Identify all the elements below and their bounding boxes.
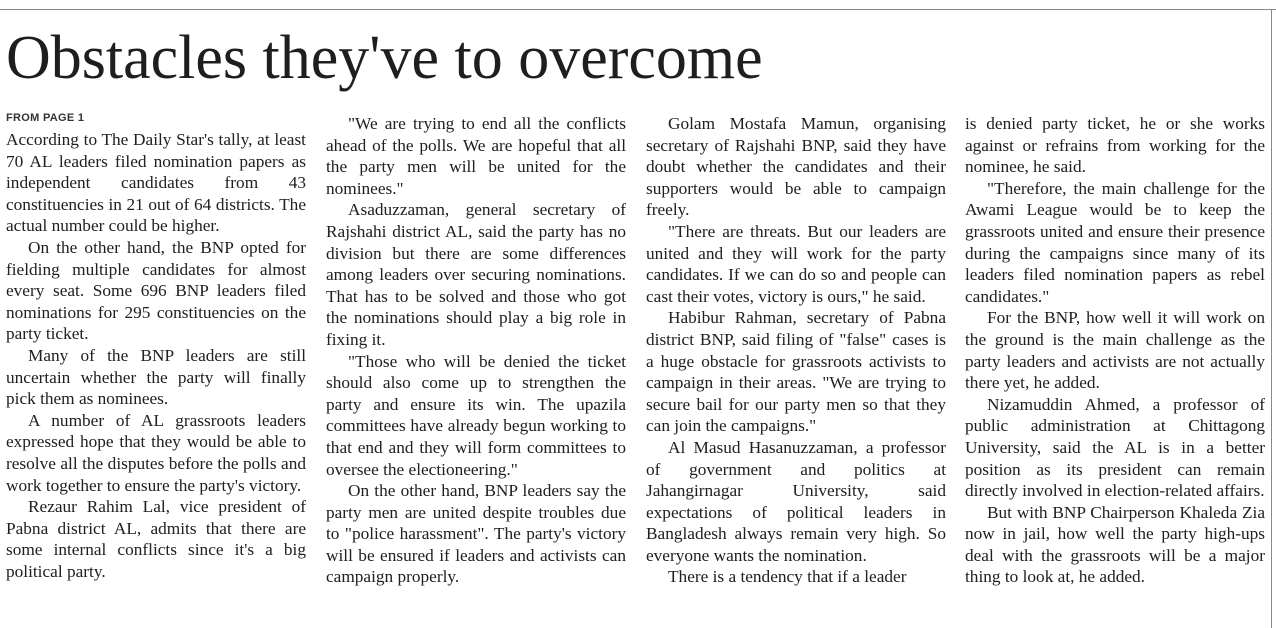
article-column-2 bbox=[326, 113, 626, 588]
paragraph: Asaduzzaman, general secretary of Rajshahi district AL, said the party has no division but there are some differences among leaders over securing nominations. That has to be solved and those who got the nominations should play a big role in fixing it. bbox=[326, 200, 626, 349]
paragraph: Rezaur Rahim Lal, vice president of Pabna district AL, admits that there are some internal conflicts since it's a big political party. bbox=[6, 497, 306, 581]
headline: Obstacles they've to overcome bbox=[6, 24, 763, 92]
article-column-1 bbox=[6, 108, 306, 582]
paragraph: Habibur Rahman, secretary of Pabna district BNP, said filing of "false" cases is a huge obstacle for grassroots activists to campaign in their areas. "We are trying to secure bail for our party men so that they can join the campaigns." bbox=[646, 308, 946, 436]
paragraph: According to The Daily Star's tally, at least 70 AL leaders filed nomination papers as independent candidates from 43 constituencies in 21 out of 64 districts. The actual number could be higher. bbox=[6, 130, 306, 236]
paragraph: There is a tendency that if a leader bbox=[668, 567, 907, 587]
paragraph: Golam Mostafa Mamun, organising secretary of Rajshahi BNP, said they have doubt whether the candidates and their supporters would be able to campaign freely. bbox=[646, 114, 946, 220]
paragraph: "There are threats. But our leaders are united and they will work for the party candidates. If we can do so and people can cast their votes, victory is ours," he said. bbox=[646, 221, 946, 306]
paragraph: "We are trying to end all the conflicts ahead of the polls. We are hopeful that all the party men will be united for the nominees." bbox=[326, 114, 626, 198]
paragraph: But with BNP Chairperson Khaleda Zia now in jail, how well the party high-ups deal with the grassroots will be a major thing to look at, he added. bbox=[965, 502, 1265, 587]
paragraph: On the other hand, the BNP opted for fielding multiple candidates for almost every seat. Some 696 BNP leaders filed nominations for 295 constituencies on the party ticket. bbox=[6, 237, 306, 344]
paragraph: is denied party ticket, he or she works against or refrains from working for the nominee, he said. bbox=[965, 114, 1265, 177]
from-page-label: FROM PAGE 1 bbox=[6, 112, 85, 124]
paragraph: "Those who will be denied the ticket should also come up to strengthen the party and ensure its win. The upazila committees have already begun working to that end and they will form committees to oversee the electioneering." bbox=[326, 351, 626, 479]
top-rule bbox=[0, 9, 1276, 10]
paragraph: "Therefore, the main challenge for the Awami League would be to keep the grassroots united and ensure their presence during the campaigns since many of its leaders filed nomination papers as rebel candidates." bbox=[965, 178, 1265, 306]
paragraph: Al Masud Hasanuzzaman, a professor of government and politics at Jahangirnagar University, said expectations of political leaders in Bangladesh always remain very high. So everyone wants the nomination. bbox=[646, 437, 946, 565]
paragraph: A number of AL grassroots leaders expressed hope that they would be able to resolve all the disputes before the polls and work together to ensure the party's victory. bbox=[6, 410, 306, 495]
column-rule bbox=[1271, 9, 1272, 628]
article-column-3 bbox=[646, 113, 946, 588]
paragraph: Nizamuddin Ahmed, a professor of public administration at Chittagong University, said the AL is in a better position as its president can remain directly involved in election-related affairs. bbox=[965, 394, 1265, 501]
paragraph: On the other hand, BNP leaders say the party men are united despite troubles due to "police harassment". The party's victory will be ensured if leaders and activists can campaign properly. bbox=[326, 481, 626, 587]
paragraph: For the BNP, how well it will work on the ground is the main challenge as the party leaders and activists are not actually there yet, he added. bbox=[965, 308, 1265, 393]
paragraph: Many of the BNP leaders are still uncertain whether the party will finally pick them as nominees. bbox=[6, 345, 306, 409]
article-column-4 bbox=[965, 113, 1265, 588]
